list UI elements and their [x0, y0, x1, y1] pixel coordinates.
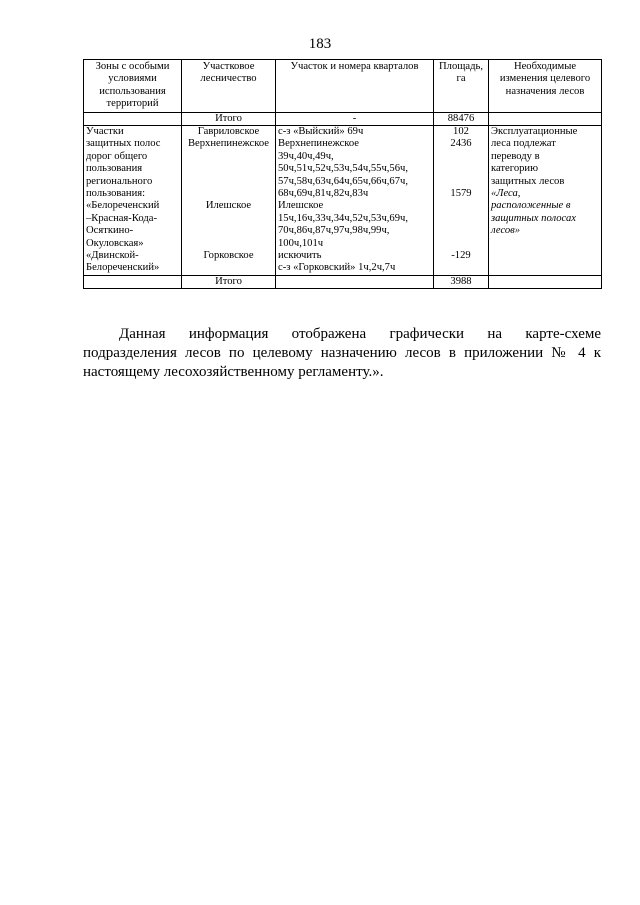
cell-line — [436, 213, 486, 225]
changes-cell — [489, 126, 602, 276]
cell-line: расположенные в — [491, 200, 571, 212]
cell-line: защитных полос — [86, 138, 161, 150]
cell-line: «Двинской- — [86, 249, 139, 261]
cell-line — [436, 163, 486, 175]
cell-line: Верхнепинежское — [278, 138, 360, 150]
cell-line: Белореченский» — [86, 262, 160, 274]
cell-line — [436, 225, 486, 237]
header-district: Участковое лесничество — [182, 60, 276, 113]
cell-line: 15ч,16ч,33ч,34ч,52ч,53ч,69ч, — [278, 212, 408, 224]
paragraph-line-2: подразделения лесов по целевому назначению лесов в приложении № 4 к — [83, 345, 601, 361]
cell-line — [436, 238, 486, 250]
district-cell — [182, 126, 276, 276]
cell-line: пользования — [86, 163, 143, 175]
changes-category-text — [491, 188, 599, 238]
cell-line — [436, 151, 486, 163]
forest-zones-table — [83, 59, 602, 289]
cell-line: Окуловская» — [86, 237, 144, 249]
total-2-label: Итого — [182, 275, 276, 288]
cell-line: «Белореченский — [86, 200, 160, 212]
total-1-changes-empty — [489, 112, 602, 125]
cell-line: 1579 — [450, 187, 472, 199]
cell-line — [184, 238, 273, 250]
cell-line — [184, 225, 273, 237]
header-area: Площадь, га — [434, 60, 489, 113]
changes-text — [491, 126, 599, 188]
cell-line: 100ч,101ч — [278, 237, 324, 249]
page-number: 183 — [308, 36, 332, 52]
cell-line: Верхнепинежское — [187, 138, 269, 150]
header-zones: Зоны с особыми условиями использования территорий — [84, 60, 182, 113]
cell-line: -129 — [451, 249, 471, 261]
cell-line: лесов» — [491, 225, 521, 237]
cell-line: 39ч,40ч,49ч, — [278, 150, 334, 162]
cell-line — [184, 151, 273, 163]
cell-line: Илешское — [278, 200, 324, 212]
cell-line — [184, 262, 273, 274]
cell-line: –Красная-Кода- — [86, 212, 157, 224]
cell-line — [436, 200, 486, 212]
cell-line: 50ч,51ч,52ч,53ч,54ч,55ч,56ч, — [278, 163, 408, 175]
cell-line: Гавриловское — [197, 126, 260, 138]
total-1-plot: - — [276, 112, 434, 125]
body-paragraph — [83, 325, 601, 382]
cell-line: 70ч,86ч,87ч,97ч,98ч,99ч, — [278, 225, 390, 237]
cell-line: 102 — [453, 126, 469, 138]
total-2-changes-empty — [489, 275, 602, 288]
cell-line: Илешское — [205, 200, 252, 212]
cell-line — [184, 163, 273, 175]
table-row-main — [84, 126, 602, 276]
cell-line: с-з «Горковский» 1ч,2ч,7ч — [278, 262, 396, 274]
total-2-area: 3988 — [434, 275, 489, 288]
zones-cell — [84, 126, 182, 276]
cell-line — [184, 213, 273, 225]
cell-line: Горковское — [203, 249, 254, 261]
cell-line: Осяткино- — [86, 225, 134, 237]
total-1-empty — [84, 112, 182, 125]
cell-line — [184, 188, 273, 200]
table-row-total-1 — [84, 112, 602, 125]
table-row-total-2 — [84, 275, 602, 288]
cell-line — [436, 176, 486, 188]
cell-line: 68ч,69ч,81ч,82ч,83ч — [278, 187, 369, 199]
cell-line — [184, 176, 273, 188]
cell-line: леса подлежат — [491, 138, 556, 150]
cell-line: 2436 — [450, 138, 472, 150]
cell-line: 57ч,58ч,63ч,64ч,65ч,66ч,67ч, — [278, 175, 408, 187]
cell-line: категорию — [491, 163, 539, 175]
cell-line: «Леса, — [491, 187, 521, 199]
plot-cell — [276, 126, 434, 276]
cell-line: с-з «Выйский» 69ч — [278, 126, 364, 138]
paragraph-line-3: настоящему лесохозяйственному регламенту.». — [83, 364, 384, 380]
total-2-empty — [84, 275, 182, 288]
header-plot: Участок и номера кварталов — [276, 60, 434, 113]
table-header-row — [84, 60, 602, 113]
cell-line: регионального — [86, 175, 153, 187]
cell-line: защитных полосах — [491, 212, 576, 224]
paragraph-line-1: Данная информация отображена графически на карте-схеме — [119, 326, 601, 342]
cell-line: защитных лесов — [491, 175, 565, 187]
cell-line: пользования: — [86, 187, 146, 199]
total-1-label: Итого — [182, 112, 276, 125]
cell-line: переводу в — [491, 150, 540, 162]
header-changes: Необходимые изменения целевого назначения лесов — [489, 60, 602, 113]
area-cell — [434, 126, 489, 276]
cell-line — [436, 262, 486, 274]
cell-line: Эксплуатационные — [491, 126, 578, 138]
total-2-plot-empty — [276, 275, 434, 288]
total-1-area: 88476 — [434, 112, 489, 125]
cell-line: дорог общего — [86, 150, 148, 162]
cell-line: Участки — [86, 126, 124, 138]
cell-line: искючить — [278, 249, 322, 261]
